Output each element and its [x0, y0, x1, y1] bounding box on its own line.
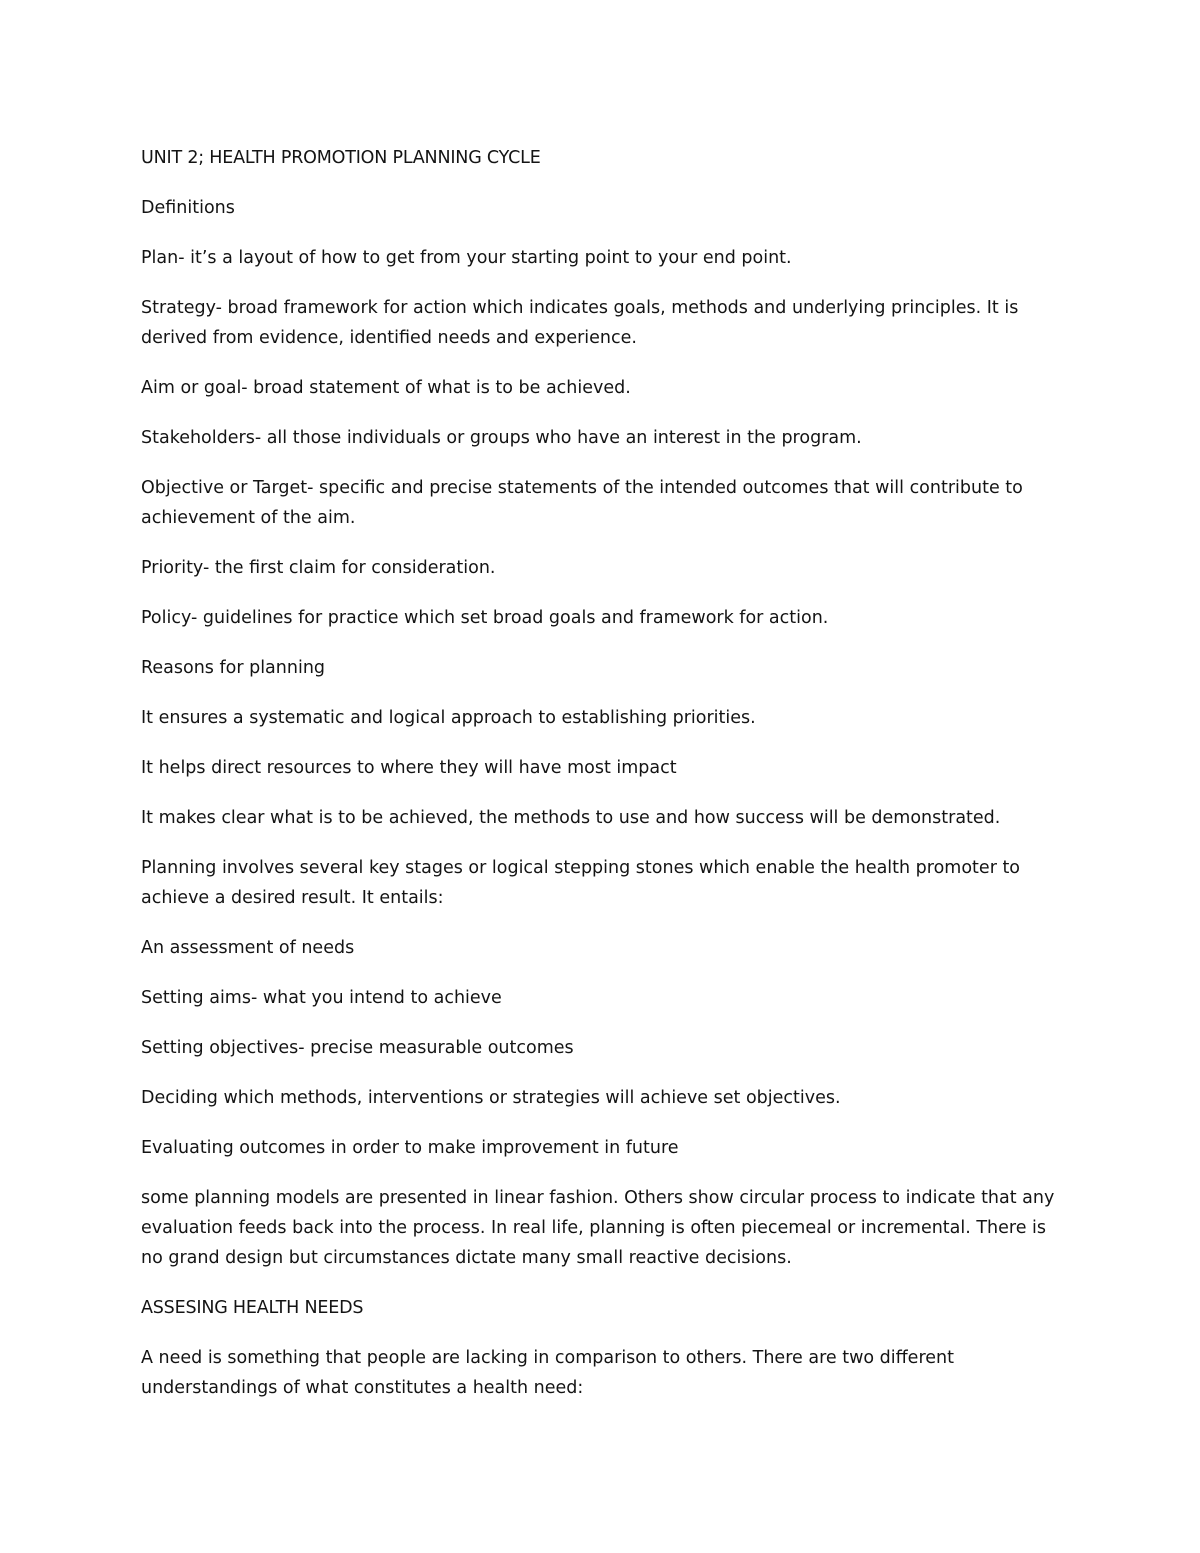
need-definition-paragraph: A need is something that people are lacking in comparison to others. There are two different understandings of what constitutes a health need: [141, 1348, 954, 1398]
planning-stage-item: Setting aims- what you intend to achieve [141, 988, 502, 1008]
reason-item: It ensures a systematic and logical approach to establishing priorities. [141, 708, 756, 728]
section-heading-definitions: Definitions [141, 198, 235, 218]
planning-models-paragraph: some planning models are presented in linear fashion. Others show circular process to indicate that any evaluation feeds back into the process. In real life, planning is often piecemeal or incremental. There is no grand design but circumstances dictate many small reactive decisions. [141, 1188, 1055, 1268]
definition-plan: Plan- it’s a layout of how to get from your starting point to your end point. [141, 248, 792, 268]
definition-objective: Objective or Target- specific and precise statements of the intended outcomes that will contribute to achievement of the aim. [141, 478, 1023, 528]
definition-aim: Aim or goal- broad statement of what is to be achieved. [141, 378, 631, 398]
definition-stakeholders: Stakeholders- all those individuals or groups who have an interest in the program. [141, 428, 862, 448]
definition-strategy: Strategy- broad framework for action which indicates goals, methods and underlying principles. It is derived from evidence, identified needs and experience. [141, 298, 1019, 348]
section-heading-reasons: Reasons for planning [141, 658, 326, 678]
planning-stages-intro: Planning involves several key stages or logical stepping stones which enable the health promoter to achieve a desired result. It entails: [141, 858, 1021, 908]
section-heading-assessing-needs: ASSESING HEALTH NEEDS [141, 1298, 364, 1318]
definition-policy: Policy- guidelines for practice which set broad goals and framework for action. [141, 608, 829, 628]
planning-stage-item: An assessment of needs [141, 938, 355, 958]
reason-item: It helps direct resources to where they will have most impact [141, 758, 677, 778]
reason-item: It makes clear what is to be achieved, the methods to use and how success will be demonstrated. [141, 808, 1001, 828]
planning-stage-item: Deciding which methods, interventions or strategies will achieve set objectives. [141, 1088, 841, 1108]
document-body [141, 143, 1061, 1423]
planning-stage-item: Setting objectives- precise measurable outcomes [141, 1038, 574, 1058]
document-title: UNIT 2; HEALTH PROMOTION PLANNING CYCLE [141, 148, 541, 168]
planning-stage-item: Evaluating outcomes in order to make improvement in future [141, 1138, 679, 1158]
definition-priority: Priority- the first claim for consideration. [141, 558, 496, 578]
